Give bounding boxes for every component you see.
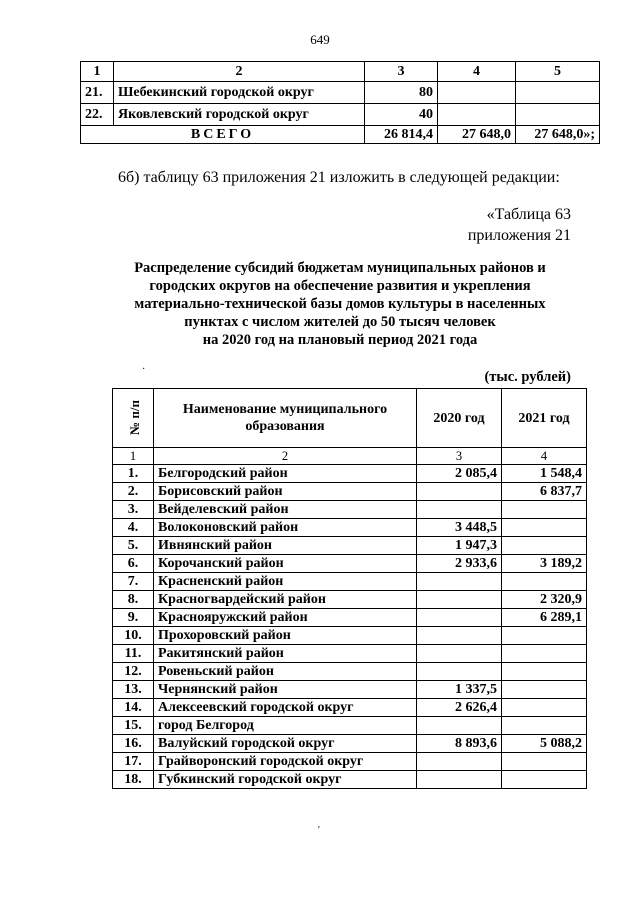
caption-line: приложения 21 xyxy=(467,227,571,244)
row-value-2021: 6 837,7 xyxy=(502,483,587,501)
continued-table xyxy=(80,61,600,144)
table-body xyxy=(113,465,587,789)
table-header-row xyxy=(81,62,600,82)
table-row xyxy=(81,104,600,126)
row-number: 4. xyxy=(113,519,154,537)
column-index: 1 xyxy=(81,62,114,82)
row-value-2020: 2 933,6 xyxy=(417,555,502,573)
table-row xyxy=(113,753,587,771)
row-value-2021: 6 289,1 xyxy=(502,609,587,627)
row-number: 8. xyxy=(113,591,154,609)
row-name: Белгородский район xyxy=(154,465,417,483)
table-header-row xyxy=(113,389,587,448)
table-row xyxy=(113,681,587,699)
row-value-2021 xyxy=(502,663,587,681)
row-value xyxy=(516,104,600,126)
row-value: 40 xyxy=(365,104,438,126)
title-line: на 2020 год на плановый период 2021 года xyxy=(202,332,478,348)
row-value-2021: 1 548,4 xyxy=(502,465,587,483)
table-row xyxy=(113,465,587,483)
title-line: Распределение субсидий бюджетам муниципальных районов и xyxy=(134,260,546,276)
row-number: 10. xyxy=(113,627,154,645)
table-row xyxy=(81,82,600,104)
column-index: 2 xyxy=(114,62,365,82)
row-value-2021: 2 320,9 xyxy=(502,591,587,609)
page-number: 649 xyxy=(310,32,330,47)
row-value-2020 xyxy=(417,573,502,591)
row-name: Прохоровский район xyxy=(154,627,417,645)
row-value-2021 xyxy=(502,753,587,771)
row-number: 6. xyxy=(113,555,154,573)
row-value-2021 xyxy=(502,573,587,591)
row-number: 22. xyxy=(81,104,114,126)
row-value-2021 xyxy=(502,645,587,663)
row-value-2021 xyxy=(502,519,587,537)
row-value-2021 xyxy=(502,501,587,519)
row-value-2021 xyxy=(502,717,587,735)
row-number: 7. xyxy=(113,573,154,591)
row-value: 80 xyxy=(365,82,438,104)
header-number xyxy=(113,389,154,448)
row-value-2021 xyxy=(502,537,587,555)
table-row xyxy=(113,627,587,645)
table-title xyxy=(100,259,580,349)
row-value-2021 xyxy=(502,681,587,699)
amendment-text: 6б) таблицу 63 приложения 21 изложить в следующей редакции: xyxy=(118,169,560,186)
row-value-2021 xyxy=(502,771,587,789)
row-value-2021: 3 189,2 xyxy=(502,555,587,573)
table-row xyxy=(113,519,587,537)
row-name: Яковлевский городской округ xyxy=(114,104,365,126)
title-line: городских округов на обеспечение развития и укрепления xyxy=(149,278,531,294)
row-name: Ровеньский район xyxy=(154,663,417,681)
row-number: 14. xyxy=(113,699,154,717)
row-value-2020 xyxy=(417,717,502,735)
total-value: 27 648,0»; xyxy=(516,126,600,144)
row-value-2020: 1 337,5 xyxy=(417,681,502,699)
row-value-2020: 8 893,6 xyxy=(417,735,502,753)
column-index: 4 xyxy=(438,62,516,82)
subsidy-table xyxy=(112,388,587,789)
column-index-row xyxy=(113,448,587,465)
column-index: 4 xyxy=(502,448,587,465)
row-number: 5. xyxy=(113,537,154,555)
row-name: город Белгород xyxy=(154,717,417,735)
row-name: Губкинский городской округ xyxy=(154,771,417,789)
row-number: 12. xyxy=(113,663,154,681)
row-value-2020 xyxy=(417,645,502,663)
row-value-2020 xyxy=(417,663,502,681)
row-value-2021 xyxy=(502,699,587,717)
total-value: 26 814,4 xyxy=(365,126,438,144)
row-number: 11. xyxy=(113,645,154,663)
table-row xyxy=(113,699,587,717)
row-number: 13. xyxy=(113,681,154,699)
table-row xyxy=(113,771,587,789)
header-year-2020: 2020 год xyxy=(417,389,502,448)
row-value-2020 xyxy=(417,501,502,519)
row-name: Чернянский район xyxy=(154,681,417,699)
row-number: 17. xyxy=(113,753,154,771)
row-value-2020: 2 085,4 xyxy=(417,465,502,483)
table-row xyxy=(113,735,587,753)
column-index: 1 xyxy=(113,448,154,465)
table-row xyxy=(113,609,587,627)
column-index: 5 xyxy=(516,62,600,82)
row-value-2020 xyxy=(417,609,502,627)
table-row xyxy=(113,663,587,681)
row-number: 16. xyxy=(113,735,154,753)
row-name: Валуйский городской округ xyxy=(154,735,417,753)
table-row xyxy=(113,537,587,555)
header-number-text: № п/п xyxy=(126,400,142,435)
row-value-2021: 5 088,2 xyxy=(502,735,587,753)
table-row xyxy=(113,591,587,609)
row-name: Вейделевский район xyxy=(154,501,417,519)
table-row xyxy=(113,483,587,501)
row-value-2020: 3 448,5 xyxy=(417,519,502,537)
row-name: Алексеевский городской округ xyxy=(154,699,417,717)
row-value-2020 xyxy=(417,591,502,609)
row-name: Корочанский район xyxy=(154,555,417,573)
table-row xyxy=(113,573,587,591)
table-caption xyxy=(468,204,571,246)
total-value: 27 648,0 xyxy=(438,126,516,144)
row-name: Ивнянский район xyxy=(154,537,417,555)
row-name: Шебекинский городской округ xyxy=(114,82,365,104)
table-row xyxy=(113,555,587,573)
header-name: Наименование муниципального образования xyxy=(154,389,417,448)
caption-line: «Таблица 63 xyxy=(486,206,571,223)
row-value-2020: 1 947,3 xyxy=(417,537,502,555)
row-number: 1. xyxy=(113,465,154,483)
row-name: Ракитянский район xyxy=(154,645,417,663)
row-number: 15. xyxy=(113,717,154,735)
row-number: 18. xyxy=(113,771,154,789)
row-value-2020 xyxy=(417,483,502,501)
row-value xyxy=(516,82,600,104)
row-name: Грайворонский городской округ xyxy=(154,753,417,771)
row-number: 3. xyxy=(113,501,154,519)
row-name: Красногвардейский район xyxy=(154,591,417,609)
row-name: Красненский район xyxy=(154,573,417,591)
column-index: 3 xyxy=(365,62,438,82)
scan-speck: ' xyxy=(318,825,320,836)
table-row xyxy=(113,645,587,663)
row-name: Борисовский район xyxy=(154,483,417,501)
row-value-2021 xyxy=(502,627,587,645)
column-index: 3 xyxy=(417,448,502,465)
row-name: Краснояружский район xyxy=(154,609,417,627)
table-row xyxy=(113,717,587,735)
row-value-2020 xyxy=(417,753,502,771)
row-name: Волоконовский район xyxy=(154,519,417,537)
header-year-2021: 2021 год xyxy=(502,389,587,448)
table-row xyxy=(113,501,587,519)
row-value xyxy=(438,82,516,104)
row-number: 21. xyxy=(81,82,114,104)
total-row xyxy=(81,126,600,144)
total-label: ВСЕГО xyxy=(81,126,365,144)
row-number: 2. xyxy=(113,483,154,501)
row-value-2020: 2 626,4 xyxy=(417,699,502,717)
row-value-2020 xyxy=(417,627,502,645)
scan-speck: · xyxy=(142,364,146,375)
units-label: (тыс. рублей) xyxy=(484,369,571,385)
title-line: материально-технической базы домов культуры в населенных xyxy=(134,296,546,312)
column-index: 2 xyxy=(154,448,417,465)
title-line: пунктах с числом жителей до 50 тысяч человек xyxy=(184,314,496,330)
row-number: 9. xyxy=(113,609,154,627)
row-value xyxy=(438,104,516,126)
row-value-2020 xyxy=(417,771,502,789)
